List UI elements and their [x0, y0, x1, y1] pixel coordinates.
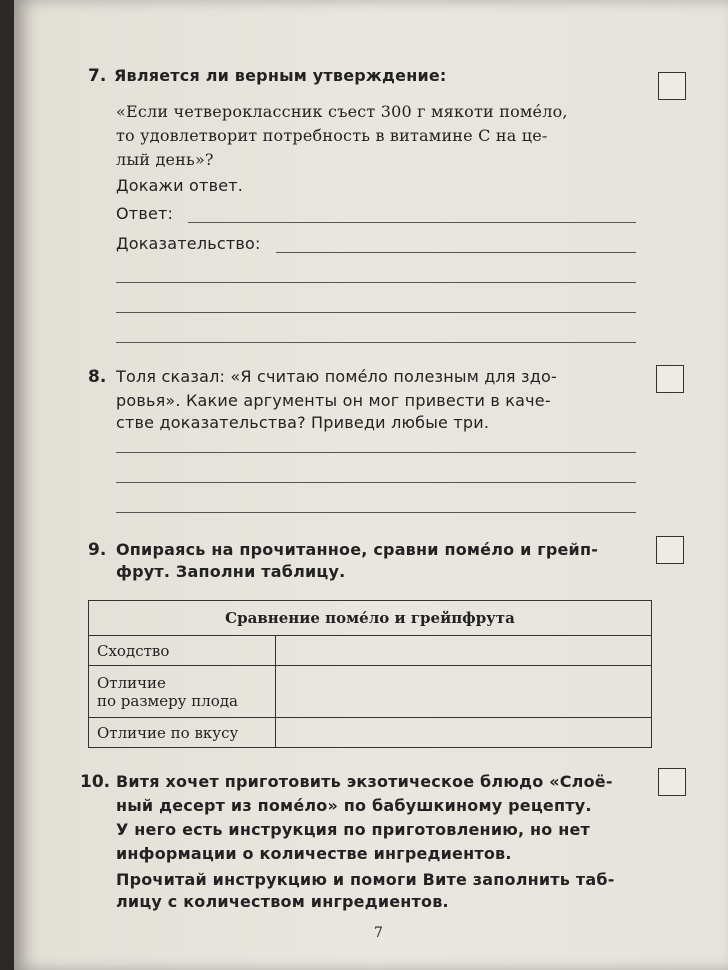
- task-7-quote-line-1: «Если четвероклассник съест 300 г мякоти поме́ло,: [116, 102, 568, 121]
- task-7-title: Является ли верным утверждение:: [114, 66, 447, 85]
- task-7-answer-label: Ответ:: [116, 204, 174, 223]
- row-size-difference-label-line-1: Отличие: [97, 673, 166, 692]
- task-7-proof-line-4[interactable]: [116, 342, 636, 343]
- task-9-score-box[interactable]: [656, 536, 684, 564]
- row-taste-difference-cell[interactable]: [276, 718, 652, 748]
- page-number: 7: [374, 925, 383, 941]
- task-10-line-5: Прочитай инструкцию и помоги Вите заполнить таб-: [116, 870, 615, 889]
- row-taste-difference-label: Отличие по вкусу: [89, 718, 276, 748]
- comparison-table: [88, 600, 652, 748]
- row-similarity-cell[interactable]: [276, 636, 652, 666]
- row-size-difference-label: [89, 666, 276, 718]
- task-7-score-box[interactable]: [658, 72, 686, 100]
- task-8-answer-line-3[interactable]: [116, 512, 636, 513]
- task-10-line-4: информации о количестве ингредиентов.: [116, 844, 512, 863]
- task-7-number: 7.: [88, 66, 107, 86]
- task-10-number: 10.: [80, 772, 111, 792]
- task-8-line-1: Толя сказал: «Я считаю поме́ло полезным для здо-: [116, 367, 557, 386]
- task-8-line-3: стве доказательства? Приведи любые три.: [116, 413, 490, 432]
- task-7-prove: Докажи ответ.: [116, 176, 244, 195]
- task-10-score-box[interactable]: [658, 768, 686, 796]
- task-7-answer-line[interactable]: [188, 222, 636, 223]
- task-7-quote-line-2: то удовлетворит потребность в витамине С на це-: [116, 126, 548, 145]
- task-7-proof-line-1[interactable]: [276, 252, 636, 253]
- task-10-line-3: У него есть инструкция по приготовлению, но нет: [116, 820, 591, 839]
- task-7-quote-line-3: лый день»?: [116, 150, 214, 169]
- task-9-line-1: Опираясь на прочитанное, сравни поме́ло и грейп-: [116, 540, 599, 559]
- task-10-line-6: лицу с количеством ингредиентов.: [116, 892, 449, 911]
- task-8-answer-line-1[interactable]: [116, 452, 636, 453]
- task-7-proof-label: Доказательство:: [116, 234, 261, 253]
- task-8-number: 8.: [88, 367, 107, 387]
- task-9-number: 9.: [88, 540, 107, 560]
- task-8-answer-line-2[interactable]: [116, 482, 636, 483]
- workbook-page: [14, 0, 728, 970]
- task-7-proof-line-3[interactable]: [116, 312, 636, 313]
- task-8-line-2: ровья». Какие аргументы он мог привести в каче-: [116, 391, 551, 410]
- row-size-difference-cell[interactable]: [276, 666, 652, 718]
- task-10-line-1: Витя хочет приготовить экзотическое блюдо «Слоё-: [116, 772, 613, 791]
- comparison-table-header: Сравнение поме́ло и грейпфрута: [89, 601, 652, 636]
- task-9-line-2: фрут. Заполни таблицу.: [116, 562, 346, 581]
- task-10-line-2: ный десерт из поме́ло» по бабушкиному рецепту.: [116, 796, 592, 815]
- task-7-proof-line-2[interactable]: [116, 282, 636, 283]
- row-similarity-label: Сходство: [89, 636, 276, 666]
- task-8-score-box[interactable]: [656, 365, 684, 393]
- row-size-difference-label-line-2: по размеру плода: [97, 691, 238, 710]
